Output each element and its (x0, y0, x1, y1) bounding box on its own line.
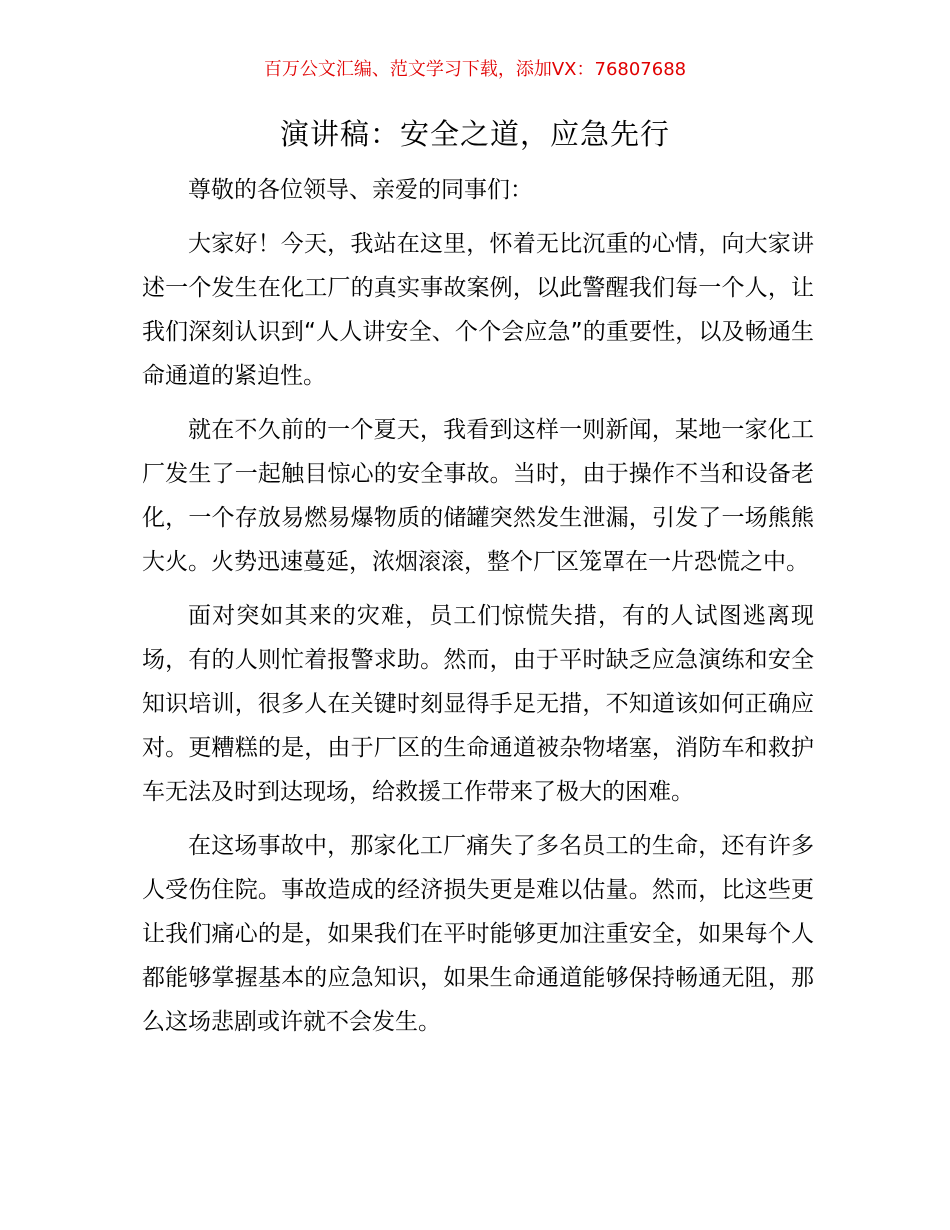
document-body (142, 168, 814, 1054)
paragraph-4: 在这场事故中，那家化工厂痛失了多名员工的生命，还有许多人受伤住院。事故造成的经济损失更是难以估量。然而，比这些更让我们痛心的是，如果我们在平时能够更加注重安全，如果每个人都能够掌握基本的应急知识，如果生命通道能够保持畅通无阻，那么这场悲剧或许就不会发生。 (142, 833, 814, 1035)
document-title: 演讲稿：安全之道，应急先行 (279, 117, 670, 151)
paragraph-1: 大家好！今天，我站在这里，怀着无比沉重的心情，向大家讲述一个发生在化工厂的真实事故案例，以此警醒我们每一个人，让我们深刻认识到“人人讲安全、个个会应急”的重要性，以及畅通生命通道的紧迫性。 (142, 231, 814, 389)
header-watermark-note: 百万公文汇编、范文学习下载，添加VX：76807688 (263, 59, 687, 80)
paragraph-2: 就在不久前的一个夏天，我看到这样一则新闻，某地一家化工厂发生了一起触目惊心的安全事故。当时，由于操作不当和设备老化，一个存放易燃易爆物质的储罐突然发生泄漏，引发了一场熊熊大火。火势迅速蔓延，浓烟滚滚，整个厂区笼罩在一片恐慌之中。 (142, 417, 814, 575)
paragraph-3: 面对突如其来的灾难，员工们惊慌失措，有的人试图逃离现场，有的人则忙着报警求助。然而，由于平时缺乏应急演练和安全知识培训，很多人在关键时刻显得手足无措，不知道该如何正确应对。更糟糕的是，由于厂区的生命通道被杂物堵塞，消防车和救护车无法及时到达现场，给救援工作带来了极大的困难。 (142, 603, 814, 805)
greeting-paragraph: 尊敬的各位领导、亲爱的同事们： (188, 177, 533, 203)
